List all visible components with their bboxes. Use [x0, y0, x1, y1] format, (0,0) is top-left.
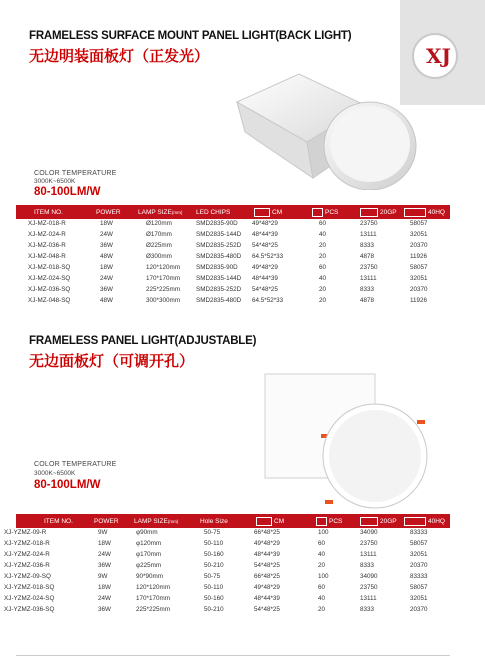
cell-gp20: 8333: [360, 562, 375, 569]
cell-hq40: 20370: [410, 242, 428, 249]
cell-gp20: 23750: [360, 264, 378, 271]
cell-cm: 49*48*29: [252, 264, 278, 271]
cell-chips: SMD2835-252D: [196, 286, 242, 293]
cell-power: 18W: [98, 540, 111, 547]
cell-power: 36W: [98, 606, 111, 613]
cell-gp20: 4878: [360, 253, 375, 260]
cell-cm: 48*44*39: [252, 231, 278, 238]
cell-power: 18W: [98, 584, 111, 591]
section2-spec-table: [4, 514, 450, 616]
cell-hole: 50-110: [204, 584, 224, 591]
cell-gp20: 8333: [360, 286, 375, 293]
cell-item: XJ-YZMZ-024-R: [4, 551, 50, 558]
section2-lumen: 80-100LM/W: [34, 479, 101, 491]
cell-hq40: 11926: [410, 297, 428, 304]
cell-cm: 64.5*52*33: [252, 253, 284, 260]
cell-cm: 54*48*25: [252, 242, 278, 249]
cell-hq40: 32051: [410, 275, 428, 282]
carton-icon: [256, 517, 272, 526]
cell-hole: 50-160: [204, 595, 224, 602]
cell-pcs: 60: [318, 584, 326, 591]
section1-spec-table: [16, 205, 450, 307]
container-40-icon: [404, 208, 426, 217]
header-carton: CM: [254, 208, 282, 217]
cell-pcs: 60: [319, 220, 327, 227]
cell-size: 300*300mm: [146, 297, 180, 304]
cell-cm: 49*48*29: [252, 220, 278, 227]
table-row: [4, 572, 450, 583]
table-row: [16, 252, 450, 263]
table-row: [16, 241, 450, 252]
cell-pcs: 20: [318, 562, 326, 569]
cell-item: XJ-YZMZ-09-R: [4, 529, 47, 536]
cell-hole: 50-75: [204, 529, 221, 536]
header-40hq: 40HQ: [404, 208, 445, 217]
cell-pcs: 40: [318, 551, 326, 558]
cell-size: φ120mm: [136, 540, 162, 547]
cell-pcs: 100: [318, 529, 329, 536]
section1-lumen: 80-100LM/W: [34, 186, 101, 198]
cell-gp20: 13111: [360, 595, 377, 602]
cell-item: XJ-MZ-024-R: [28, 231, 66, 238]
cell-size: 120*120mm: [146, 264, 180, 271]
cell-hole: 50-210: [204, 606, 224, 613]
cell-cm: 48*44*39: [254, 551, 280, 558]
header-carton: CM: [256, 517, 284, 526]
header-lamp-size: LAMP SIZE(mm): [138, 208, 183, 216]
logo-mark: XJ: [426, 44, 451, 68]
section1-color-temp-label: COLOR TEMPERATURE: [34, 170, 117, 177]
section1-title-en: FRAMELESS SURFACE MOUNT PANEL LIGHT(BACK LIGHT): [29, 30, 352, 42]
cell-chips: SMD2835-144D: [196, 275, 242, 282]
cell-item: XJ-MZ-024-SQ: [28, 275, 71, 282]
cell-hq40: 32051: [410, 231, 428, 238]
table-row: [16, 274, 450, 285]
table-row: [16, 230, 450, 241]
table-row: [16, 296, 450, 307]
table-row: [4, 528, 450, 539]
cell-hq40: 20370: [410, 286, 428, 293]
header-pcs: PCS: [316, 517, 342, 526]
cell-hq40: 83333: [410, 573, 428, 580]
cell-gp20: 8333: [360, 606, 375, 613]
cell-power: 48W: [100, 253, 113, 260]
cell-item: XJ-MZ-036-SQ: [28, 286, 71, 293]
container-20-icon: [360, 208, 378, 217]
cell-item: XJ-YZMZ-036-SQ: [4, 606, 55, 613]
cell-size: φ90mm: [136, 529, 158, 536]
cell-power: 9W: [98, 573, 108, 580]
header-20gp: 20GP: [360, 208, 397, 217]
cell-hq40: 11926: [410, 253, 428, 260]
cell-size: 120*120mm: [136, 584, 170, 591]
surface-panel-image: [225, 70, 425, 190]
cell-cm: 54*48*25: [254, 606, 280, 613]
cell-size: 225*225mm: [136, 606, 170, 613]
cell-pcs: 60: [318, 540, 326, 547]
cell-gp20: 34090: [360, 573, 378, 580]
cell-size: Ø225mm: [146, 242, 172, 249]
cell-chips: SMD2835-480D: [196, 297, 242, 304]
cell-power: 9W: [98, 529, 108, 536]
cell-gp20: 23750: [360, 584, 378, 591]
box-icon: [316, 517, 327, 526]
header-pcs: PCS: [312, 208, 338, 217]
cell-pcs: 40: [319, 275, 327, 282]
footer-divider: [16, 655, 450, 656]
cell-hq40: 58057: [410, 220, 428, 227]
cell-gp20: 23750: [360, 220, 378, 227]
cell-chips: SMD2835-144D: [196, 231, 242, 238]
cell-item: XJ-YZMZ-024-SQ: [4, 595, 55, 602]
cell-gp20: 34090: [360, 529, 378, 536]
header-20gp: 20GP: [360, 517, 397, 526]
cell-power: 24W: [100, 231, 113, 238]
cell-size: φ225mm: [136, 562, 162, 569]
cell-item: XJ-YZMZ-036-R: [4, 562, 50, 569]
cell-power: 24W: [100, 275, 113, 282]
cell-power: 36W: [100, 242, 113, 249]
section1-color-temp-range: 3000K~6500K: [34, 178, 76, 185]
table-row: [16, 263, 450, 274]
container-40-icon: [404, 517, 426, 526]
cell-size: Ø170mm: [146, 231, 172, 238]
table-row: [4, 583, 450, 594]
header-led-chips: LED CHIPS: [196, 208, 231, 216]
cell-cm: 54*48*25: [254, 562, 280, 569]
section2-rows: [4, 528, 450, 616]
cell-cm: 64.5*52*33: [252, 297, 284, 304]
header-power: POWER: [94, 517, 119, 525]
cell-hq40: 58057: [410, 584, 428, 591]
table-row: [4, 561, 450, 572]
cell-gp20: 13111: [360, 551, 377, 558]
cell-hq40: 58057: [410, 540, 428, 547]
header-item: ITEM NO.: [34, 208, 63, 216]
cell-item: XJ-MZ-036-R: [28, 242, 66, 249]
cell-gp20: 13111: [360, 275, 377, 282]
cell-gp20: 8333: [360, 242, 375, 249]
adjustable-panel-image: [245, 368, 440, 513]
cell-chips: SMD2835-90D: [196, 220, 238, 227]
cell-hq40: 20370: [410, 562, 428, 569]
carton-icon: [254, 208, 270, 217]
cell-hole: 50-210: [204, 562, 224, 569]
table-row: [4, 594, 450, 605]
cell-pcs: 20: [319, 253, 327, 260]
cell-cm: 66*48*25: [254, 573, 280, 580]
cell-size: φ170mm: [136, 551, 162, 558]
cell-chips: SMD2835-480D: [196, 253, 242, 260]
table-row: [16, 285, 450, 296]
header-item: ITEM NO.: [44, 517, 73, 525]
section2-title-en: FRAMELESS PANEL LIGHT(ADJUSTABLE): [29, 335, 257, 347]
cell-hole: 50-110: [204, 540, 224, 547]
cell-pcs: 60: [319, 264, 327, 271]
cell-power: 18W: [100, 264, 113, 271]
cell-item: XJ-MZ-048-R: [28, 253, 66, 260]
cell-pcs: 20: [319, 242, 327, 249]
cell-hq40: 83333: [410, 529, 428, 536]
cell-hq40: 32051: [410, 551, 428, 558]
cell-pcs: 20: [319, 286, 327, 293]
cell-cm: 54*48*25: [252, 286, 278, 293]
cell-item: XJ-MZ-018-SQ: [28, 264, 71, 271]
header-lamp-size: LAMP SIZE(mm): [134, 517, 179, 525]
table-header: [16, 205, 450, 219]
cell-power: 36W: [98, 562, 111, 569]
cell-item: XJ-YZMZ-018-SQ: [4, 584, 55, 591]
cell-gp20: 4878: [360, 297, 375, 304]
cell-cm: 48*44*39: [254, 595, 280, 602]
section1-title-cn: 无边明装面板灯（正发光）: [29, 48, 210, 65]
header-40hq: 40HQ: [404, 517, 445, 526]
section1-rows: [16, 219, 450, 307]
cell-pcs: 40: [319, 231, 327, 238]
table-row: [16, 219, 450, 230]
cell-cm: 48*44*39: [252, 275, 278, 282]
cell-power: 24W: [98, 551, 111, 558]
cell-pcs: 100: [318, 573, 329, 580]
table-row: [4, 550, 450, 561]
cell-item: XJ-YZMZ-018-R: [4, 540, 50, 547]
section2-color-temp-range: 3000K~6500K: [34, 470, 76, 477]
cell-hq40: 20370: [410, 606, 428, 613]
cell-chips: SMD2835-90D: [196, 264, 238, 271]
cell-cm: 66*48*25: [254, 529, 280, 536]
section2-color-temp-label: COLOR TEMPERATURE: [34, 461, 117, 468]
cell-pcs: 40: [318, 595, 326, 602]
box-icon: [312, 208, 323, 217]
cell-size: 170*170mm: [136, 595, 170, 602]
cell-item: XJ-YZMZ-09-SQ: [4, 573, 51, 580]
header-hole-size: Hole Size: [200, 517, 228, 525]
cell-gp20: 13111: [360, 231, 377, 238]
cell-power: 48W: [100, 297, 113, 304]
section2-title-cn: 无边面板灯（可调开孔）: [29, 353, 195, 370]
cell-gp20: 23750: [360, 540, 378, 547]
cell-cm: 49*48*29: [254, 540, 280, 547]
cell-item: XJ-MZ-048-SQ: [28, 297, 71, 304]
table-row: [4, 605, 450, 616]
cell-size: Ø300mm: [146, 253, 172, 260]
table-row: [4, 539, 450, 550]
cell-cm: 49*48*29: [254, 584, 280, 591]
cell-item: XJ-MZ-018-R: [28, 220, 66, 227]
cell-pcs: 20: [318, 606, 326, 613]
cell-pcs: 20: [319, 297, 327, 304]
cell-size: 225*225mm: [146, 286, 180, 293]
header-power: POWER: [96, 208, 121, 216]
cell-hole: 50-160: [204, 551, 224, 558]
cell-size: Ø120mm: [146, 220, 172, 227]
cell-power: 24W: [98, 595, 111, 602]
cell-size: 170*170mm: [146, 275, 180, 282]
cell-power: 18W: [100, 220, 113, 227]
cell-hq40: 58057: [410, 264, 428, 271]
cell-chips: SMD2835-252D: [196, 242, 242, 249]
cell-hole: 50-75: [204, 573, 221, 580]
cell-size: 90*90mm: [136, 573, 163, 580]
container-20-icon: [360, 517, 378, 526]
table-header: [16, 514, 450, 528]
cell-hq40: 32051: [410, 595, 428, 602]
cell-power: 36W: [100, 286, 113, 293]
